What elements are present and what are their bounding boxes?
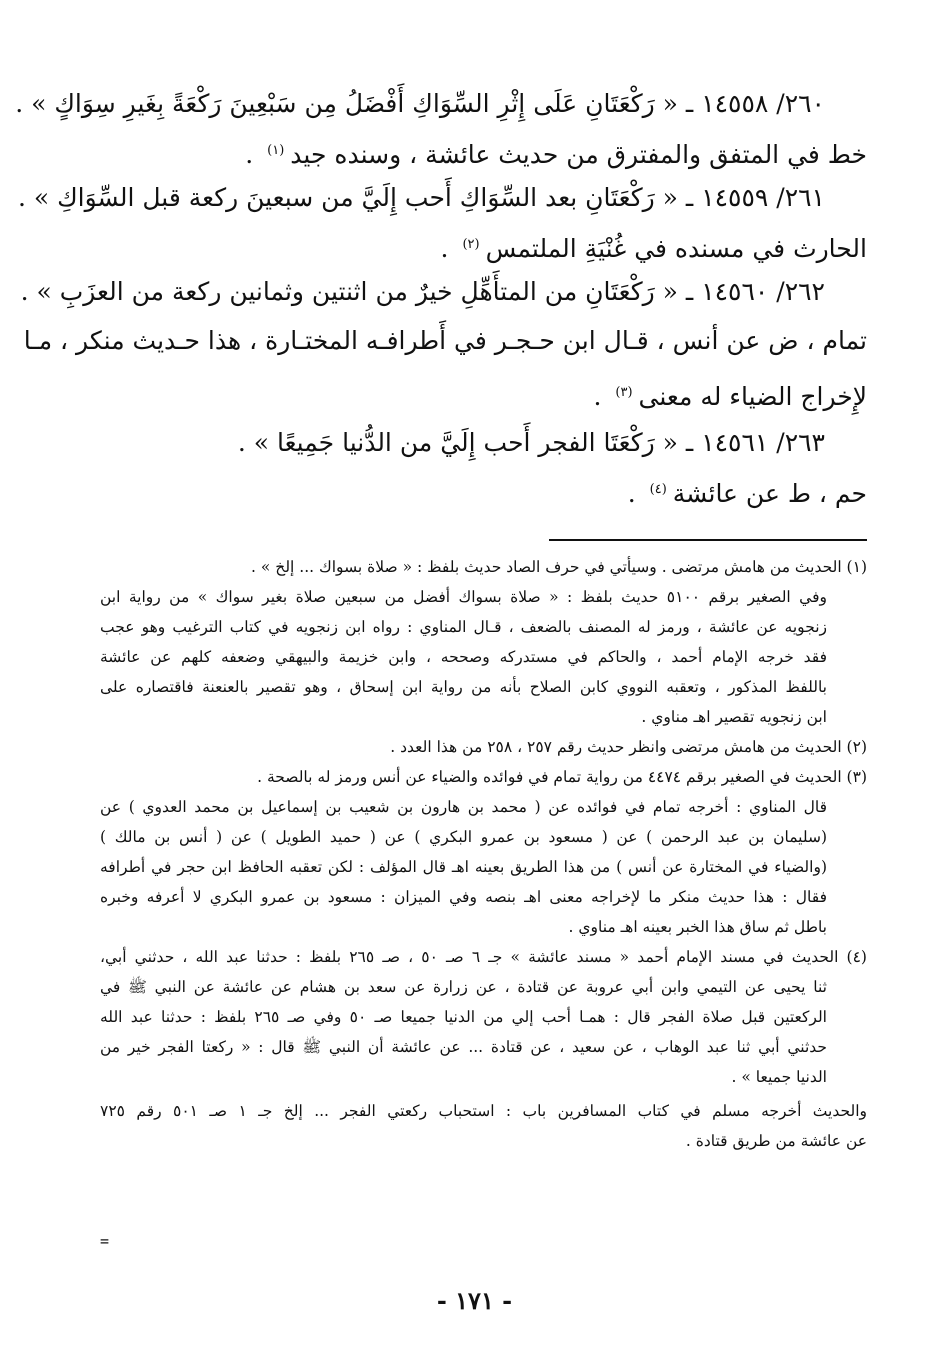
footnote-1-line-4: فقد خرجه الإمام أحمد ، والحاكم في مستدركه وصححه ، وابن خزيمة والبيهقي وضعفه كلهم عن عائشة xyxy=(100,648,827,666)
main-text xyxy=(15,80,867,513)
continuation-mark: = xyxy=(100,1232,110,1250)
hadith-262-source-text: تمام ، ض عن أنس ، قـال ابن حـجـر في أَطرافـه المختـارة ، هذا حـديث منكر ، مـا xyxy=(23,326,867,355)
footnote-3-line-1: (٣) الحديث في الصغير برقم ٤٤٧٤ من رواية تمام في فوائده والضياء عن أنس ورمز له بالصحة . xyxy=(257,768,867,786)
footnote-ref-3: (٣) xyxy=(615,385,633,400)
hadith-262-text: ٢٦٢/ ١٤٥٦٠ ـ « رَكْعَتَانِ من المتأَهِّلِ خيرٌ من اثنتين وثمانين ركعة من العزَبِ » . xyxy=(20,277,825,306)
footnote-4-line-7: عن عائشة من طريق قتادة . xyxy=(685,1132,867,1150)
footnote-4-line-3: الركعتين قبل صلاة الفجر قال : همـا أحب إلي من الدنيا جميعا صـ ٥٠ وفي صـ ٢٦٥ بلفظ : حدثنا عبد الله xyxy=(100,1008,827,1026)
footnote-4-line-4: حدثني أبي ثنا عبد الوهاب ، عن سعيد ، عن قتادة ... عن عائشة أن النبي ﷺ قال : « ركعتا الفجر خير من xyxy=(100,1038,827,1056)
footnote-3-line-6: باطل ثم ساق هذا الخبر بعينه اهـ مناوي . xyxy=(568,918,827,936)
hadith-260-source-text: خط في المتفق والمفترق من حديث عائشة ، وسنده جيد xyxy=(290,140,867,169)
footnote-4-line-6: والحديث أخرجه مسلم في كتاب المسافرين باب : استحباب ركعتي الفجر ... إلخ جـ ١ صـ ٥٠١ رقم ٧٢٥ xyxy=(100,1102,867,1120)
footnote-1-line-2: وفي الصغير برقم ٥١٠٠ حديث بلفظ : « صلاة بسواك أفضل من سبعين صلاة بغير سواك » من رواية ابن xyxy=(100,588,827,606)
hadith-260-text: ٢٦٠/ ١٤٥٥٨ ـ « رَكْعَتَانِ عَلَى إِثْرِ السِّوَاكِ أَفْضَلُ مِن سَبْعِينَ رَكْعَةً بِغَيرِ سِوَاكٍ » . xyxy=(15,89,825,118)
hadith-261-source-text: الحارث في مسنده في غُنْيَةِ الملتمس xyxy=(485,234,867,263)
footnote-ref-2: (٢) xyxy=(462,237,480,252)
footnote-4-line-5: الدنيا جميعا » . xyxy=(731,1068,827,1086)
hadith-263-source: حم ، ط عن عائشة$^{(٤)}$ . xyxy=(627,479,867,508)
hadith-263-source-text: حم ، ط عن عائشة xyxy=(672,479,867,508)
footnote-ref-1: (١) xyxy=(267,143,285,158)
footnote-2-line-1: (٢) الحديث من هامش مرتضى وانظر حديث رقم ٢٥٧ ، ٢٥٨ من هذا العدد . xyxy=(390,738,867,756)
footnote-1-line-6: ابن زنجويه تقصير اهـ مناوي . xyxy=(641,708,827,726)
hadith-261-source: الحارث في مسنده في غُنْيَةِ الملتمس$^{(٢)}$ . xyxy=(440,234,867,263)
hadith-262-source-cont: لإِخراج الضياء له معنى$^{(٣)}$ . xyxy=(593,382,867,411)
hadith-261 xyxy=(17,174,867,221)
hadith-260 xyxy=(15,80,867,127)
hadith-262-source xyxy=(23,315,867,367)
footnote-separator xyxy=(549,539,867,541)
footnote-ref-4: (٤) xyxy=(649,482,667,497)
footnote-1-line-1: (١) الحديث من هامش مرتضى . وسيأتي في حرف الصاد حديث بلفظ : « صلاة بسواك ... إلخ » . xyxy=(251,558,867,576)
footnotes xyxy=(100,552,867,1156)
footnote-1-line-5: باللفظ المذكور ، وتعقبه النووي كابن الصلاح بأنه من رواية ابن إسحاق ، وهو تقصير بالعنعنة فاقتصاره على xyxy=(100,678,827,696)
footnote-3-line-4: (والضياء في المختارة عن أنس ) من هذا الطريق بعينه اهـ قال المؤلف : لكن تعقبه الحافظ ابن حجر في أطرافه xyxy=(100,858,827,876)
footnote-3-line-5: فقال : هذا حديث منكر ما لإخراجه معنى اهـ بنصه وفي الميزان : مسعود بن عمرو البكري لا أعرفه وخبره xyxy=(100,888,827,906)
footnote-4-line-2: ثنا يحيى عن التيمي وابن أبي عروبة عن قتادة ، عن زرارة عن سعد بن هشام عن عائشة عن النبي ﷺ في xyxy=(100,978,827,996)
hadith-263-text: ٢٦٣/ ١٤٥٦١ ـ « رَكْعَتَا الفجر أَحب إِلَيَّ من الدُّنيا جَمِيعًا » . xyxy=(237,428,825,457)
footnote-4-line-1: (٤) الحديث في مسند الإمام أحمد « مسند عائشة » جـ ٦ صـ ٥٠ ، صـ ٢٦٥ بلفظ : حدثنا عبد الله ، حدثني أبي، xyxy=(100,948,867,966)
page-number: - ١٧١ - xyxy=(436,1286,513,1315)
hadith-261-text: ٢٦١/ ١٤٥٥٩ ـ « رَكْعَتَانِ بعد السِّوَاكِ أَحب إِلَيَّ من سبعينَ ركعة قبل السِّوَاكِ » . xyxy=(17,183,825,212)
hadith-262 xyxy=(20,268,867,315)
footnote-3-line-3: (سليمان بن عبد الرحمن ) عن ( مسعود بن عمرو البكري ) عن ( حميد الطويل ) عن ( أنس بن مالك ) xyxy=(100,828,827,846)
hadith-262-source-cont-text: لإِخراج الضياء له معنى xyxy=(638,382,867,411)
footnote-1-line-3: زنجويه عن عائشة ، ورمز له المصنف بالضعف ، قـال المناوي : رواه ابن زنجويه في كتاب الترغيب وهو عجب xyxy=(100,618,827,636)
footnote-3-line-2: قال المناوي : أخرجه تمام في فوائده عن ( محمد بن هارون بن شعيب بن إسماعيل بن محمد العدوي ) عن xyxy=(100,798,827,816)
hadith-260-source: خط في المتفق والمفترق من حديث عائشة ، وسنده جيد$^{(١)}$ . xyxy=(245,140,867,169)
hadith-263 xyxy=(88,419,867,466)
